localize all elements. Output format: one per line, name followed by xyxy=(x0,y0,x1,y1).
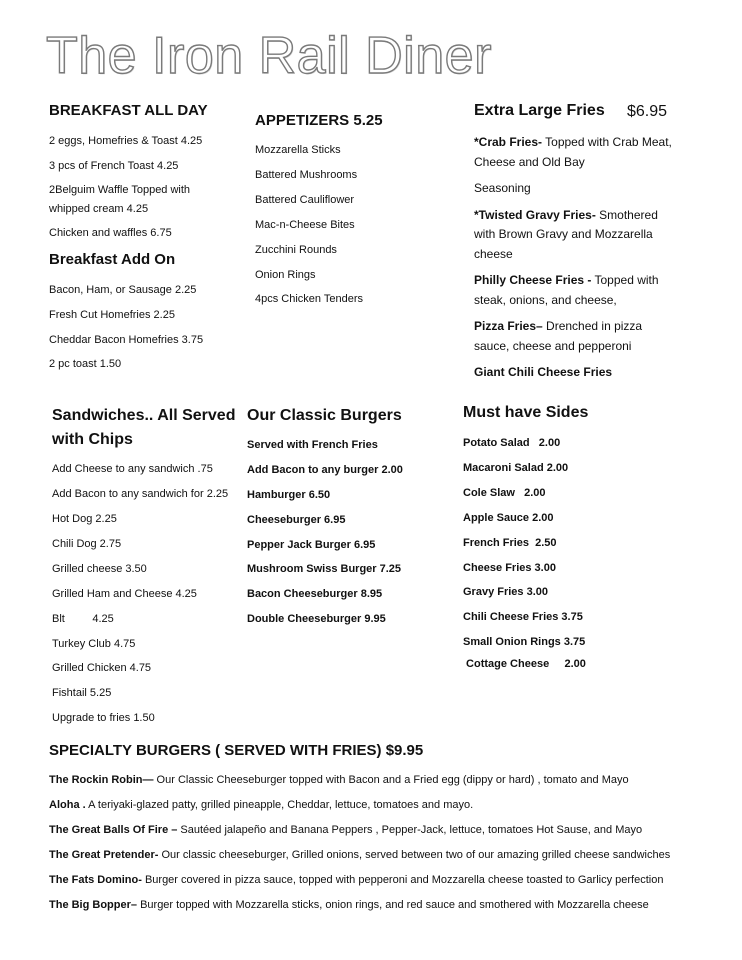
appetizer-item: Mozzarella Sticks xyxy=(255,144,341,156)
appetizer-item: Onion Rings xyxy=(255,269,316,281)
sandwich-item: Grilled Chicken 4.75 xyxy=(52,662,152,674)
breakfast-heading: BREAKFAST ALL DAY xyxy=(49,102,208,119)
fries-item-desc: Smothered with Brown Gravy and Mozzarella cheese xyxy=(474,207,658,261)
appetizer-item: 4pcs Chicken Tenders xyxy=(255,293,364,305)
specialty-item-desc: Burger covered in pizza sauce, topped with pepperoni and Mozzarella cheese toasted to Garlicy perfection xyxy=(141,874,664,886)
fries-item-name: Pizza Fries– xyxy=(474,319,543,333)
burger-item: Bacon Cheeseburger 8.95 xyxy=(247,588,383,600)
appetizer-item: Battered Mushrooms xyxy=(255,169,358,181)
fries-item-name: Philly Cheese Fries - xyxy=(474,273,592,287)
burger-item: Double Cheeseburger 9.95 xyxy=(247,613,386,625)
sides-heading: Must have Sides xyxy=(463,404,589,421)
fries-item xyxy=(474,271,679,310)
fries-item-name: *Twisted Gravy Fries- xyxy=(474,207,596,222)
fries-item xyxy=(474,317,679,356)
specialty-item xyxy=(49,824,642,836)
specialty-item-desc: Burger topped with Mozzarella sticks, onion rings, and red sauce and smothered with Mozzarella cheese xyxy=(137,899,649,911)
sandwich-item: Add Cheese to any sandwich .75 xyxy=(52,463,213,475)
sandwiches-heading-line2: with Chips xyxy=(52,431,133,448)
sandwich-item: Grilled Ham and Cheese 4.25 xyxy=(52,588,197,600)
side-item: Cole Slaw 2.00 xyxy=(463,487,546,499)
specialty-item xyxy=(49,849,670,861)
addon-item: Bacon, Ham, or Sausage 2.25 xyxy=(49,284,197,296)
burgers-heading: Our Classic Burgers xyxy=(247,407,402,424)
appetizers-heading: APPETIZERS 5.25 xyxy=(255,112,383,129)
sandwich-item: Upgrade to fries 1.50 xyxy=(52,712,155,724)
burger-item: Served with French Fries xyxy=(247,439,378,451)
addon-item: Fresh Cut Homefries 2.25 xyxy=(49,309,175,321)
side-item: Chili Cheese Fries 3.75 xyxy=(463,611,583,623)
appetizer-item: Zucchini Rounds xyxy=(255,244,337,256)
fries-price: $6.95 xyxy=(627,103,668,120)
appetizer-item: Battered Cauliflower xyxy=(255,194,355,206)
burger-item: Cheeseburger 6.95 xyxy=(247,514,346,526)
specialty-heading: SPECIALTY BURGERS ( SERVED WITH FRIES) $9.95 xyxy=(49,742,424,759)
specialty-item-name: The Rockin Robin— xyxy=(49,774,154,786)
fries-item-desc: Topped with steak, onions, and cheese, xyxy=(474,273,659,307)
fries-heading: Extra Large Fries xyxy=(474,102,605,119)
fries-item xyxy=(474,133,679,172)
side-item: Cheese Fries 3.00 xyxy=(463,562,556,574)
side-item: Potato Salad 2.00 xyxy=(463,437,561,449)
side-item: Apple Sauce 2.00 xyxy=(463,512,554,524)
side-item: French Fries 2.50 xyxy=(463,537,557,549)
fries-item-desc: Topped with Crab Meat, Cheese and Old Bay xyxy=(474,135,672,169)
fries-item-name: *Crab Fries- xyxy=(474,135,543,149)
specialty-item-name: The Big Bopper– xyxy=(49,899,138,911)
side-item: Gravy Fries 3.00 xyxy=(463,586,549,598)
sandwiches-heading-line1: Sandwiches.. All Served xyxy=(52,407,236,424)
specialty-item xyxy=(49,799,473,811)
breakfast-item: Chicken and waffles 6.75 xyxy=(49,227,172,239)
specialty-item-name: The Fats Domino- xyxy=(49,874,142,886)
specialty-item-desc: Sautéed jalapeño and Banana Peppers , Pepper-Jack, lettuce, tomatoes Hot Sause, and Mayo xyxy=(177,824,643,836)
burger-item: Mushroom Swiss Burger 7.25 xyxy=(247,563,402,575)
specialty-item-desc: A teriyaki-glazed patty, grilled pineapple, Cheddar, lettuce, tomatoes and mayo. xyxy=(85,799,474,811)
fries-item xyxy=(474,363,679,383)
burger-item: Hamburger 6.50 xyxy=(247,489,331,501)
addon-item: 2 pc toast 1.50 xyxy=(49,358,122,370)
fries-item-name: Giant Chili Cheese Fries xyxy=(474,365,613,379)
addon-heading: Breakfast Add On xyxy=(49,251,176,268)
specialty-item-name: Aloha . xyxy=(49,799,86,811)
burger-item: Pepper Jack Burger 6.95 xyxy=(247,539,376,551)
specialty-item xyxy=(49,874,663,886)
breakfast-item: 3 pcs of French Toast 4.25 xyxy=(49,160,179,172)
specialty-item-desc: Our classic cheeseburger, Grilled onions, served between two of our amazing grilled cheese sandwiches xyxy=(158,849,671,861)
fries-item-desc: Drenched in pizza sauce, cheese and pepperoni xyxy=(474,319,643,353)
burger-item: Add Bacon to any burger 2.00 xyxy=(247,464,403,476)
fries-list xyxy=(474,133,679,390)
addon-item: Cheddar Bacon Homefries 3.75 xyxy=(49,334,204,346)
fries-item xyxy=(474,179,679,199)
menu-title: The Iron Rail Diner xyxy=(46,27,492,85)
specialty-item xyxy=(49,774,629,786)
sandwich-item: Grilled cheese 3.50 xyxy=(52,563,147,575)
fries-item xyxy=(474,206,679,265)
sandwich-item: Chili Dog 2.75 xyxy=(52,538,122,550)
side-item: Cottage Cheese 2.00 xyxy=(463,658,586,670)
specialty-item-desc: Our Classic Cheeseburger topped with Bacon and a Fried egg (dippy or hard) , tomato and Mayo xyxy=(153,774,629,786)
sandwich-item: Add Bacon to any sandwich for 2.25 xyxy=(52,488,229,500)
side-item: Macaroni Salad 2.00 xyxy=(463,462,569,474)
sandwich-item: Hot Dog 2.25 xyxy=(52,513,117,525)
specialty-item-name: The Great Balls Of Fire – xyxy=(49,824,178,836)
breakfast-item: 2Belguim Waffle Topped with xyxy=(49,184,191,196)
side-item: Small Onion Rings 3.75 xyxy=(463,636,586,648)
breakfast-item: 2 eggs, Homefries & Toast 4.25 xyxy=(49,135,203,147)
fries-item-desc: Seasoning xyxy=(474,181,531,195)
sandwich-item: Blt 4.25 xyxy=(52,613,114,625)
specialty-item-name: The Great Pretender- xyxy=(49,849,159,861)
sandwich-item: Fishtail 5.25 xyxy=(52,687,112,699)
specialty-item xyxy=(49,899,649,911)
appetizer-item: Mac-n-Cheese Bites xyxy=(255,219,355,231)
sandwich-item: Turkey Club 4.75 xyxy=(52,638,136,650)
breakfast-item: whipped cream 4.25 xyxy=(49,203,149,215)
